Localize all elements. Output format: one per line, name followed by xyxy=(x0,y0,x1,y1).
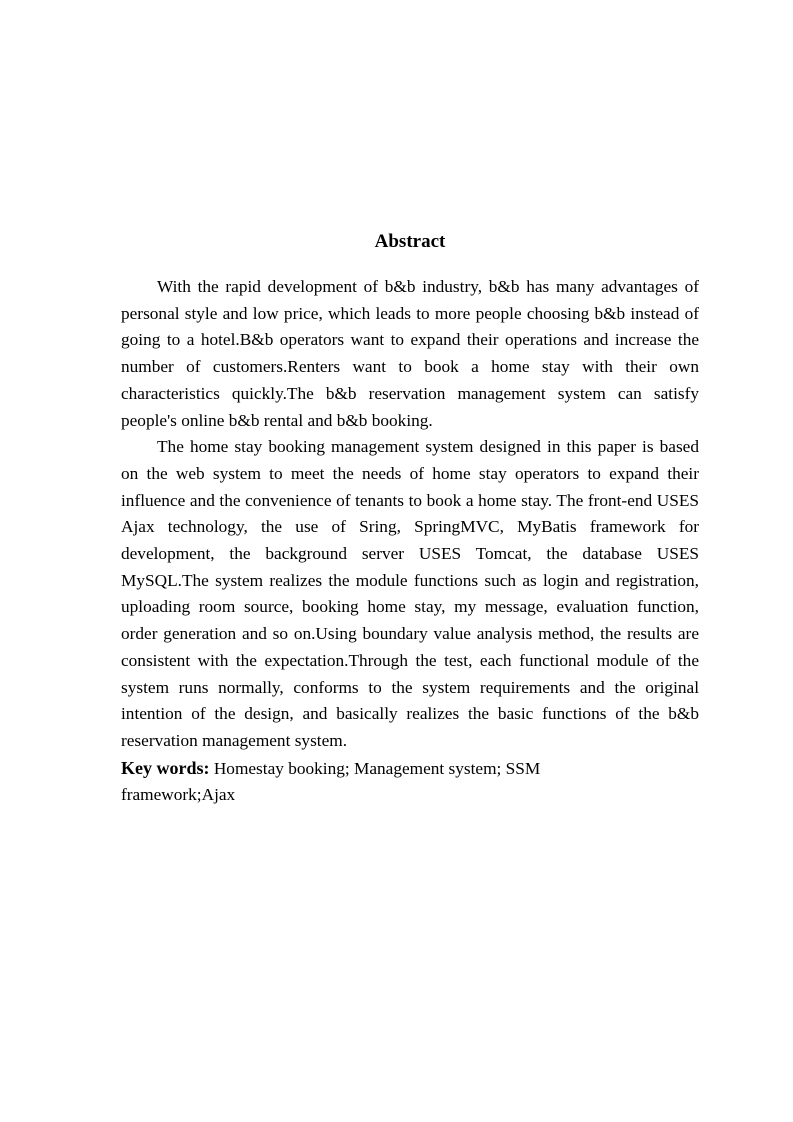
keywords-text: Homestay booking; Management system; SSM framework;Ajax xyxy=(121,758,541,805)
keywords-line xyxy=(121,755,591,809)
abstract-paragraph-2: The home stay booking management system designed in this paper is based on the web system to meet the needs of home stay operators to expand their influence and the convenience of tenants to book a home stay. The front-end USES Ajax technology, the use of Sring, SpringMVC, MyBatis framework for development, the background server USES Tomcat, the database USES MySQL.The system realizes the module functions such as login and registration, uploading room source, booking home stay, my message, evaluation function, order generation and so on.Using boundary value analysis method, the results are consistent with the expectation.Through the test, each functional module of the system runs normally, conforms to the system requirements and the original intention of the design, and basically realizes the basic functions of the b&b reservation management system. xyxy=(121,437,699,750)
abstract-paragraph-1: With the rapid development of b&b industry, b&b has many advantages of personal style and low price, which leads to more people choosing b&b instead of going to a hotel.B&b operators want to expand their operations and increase the number of customers.Renters want to book a home stay with their own characteristics quickly.The b&b reservation management system can satisfy people's online b&b rental and b&b booking. xyxy=(121,277,699,430)
abstract-page xyxy=(121,228,699,809)
abstract-title: Abstract xyxy=(374,231,446,252)
keywords-label: Key words: xyxy=(121,757,210,778)
